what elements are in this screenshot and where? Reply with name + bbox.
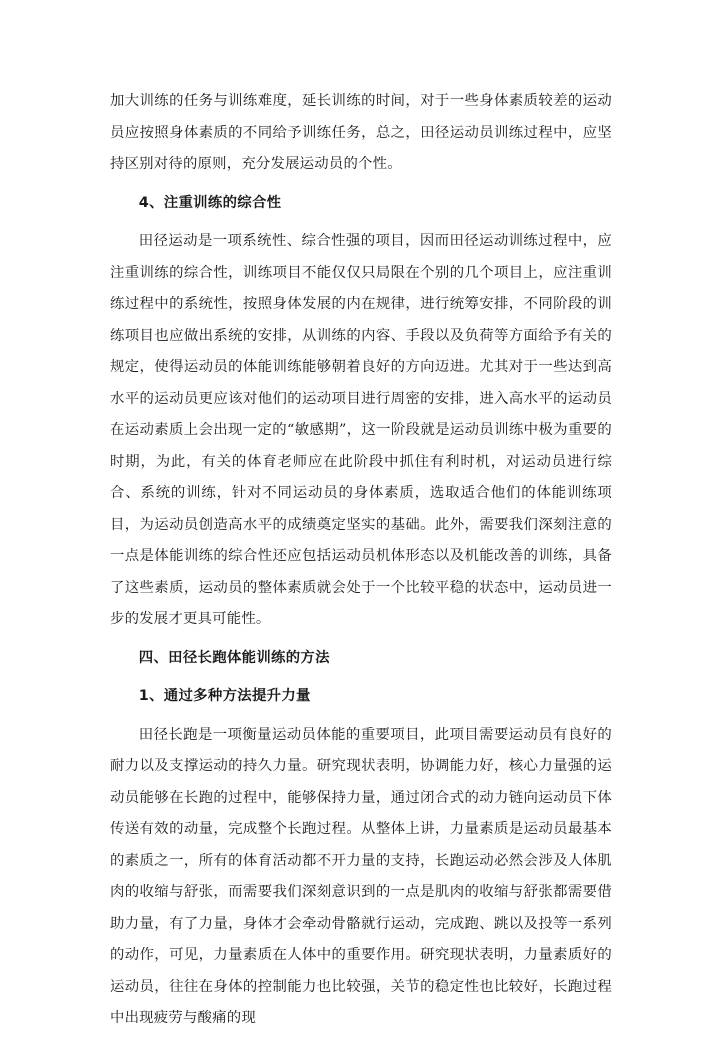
section-heading-comprehensive-training: 4、注重训练的综合性 bbox=[138, 194, 282, 211]
document-page bbox=[110, 86, 612, 1042]
section-heading-strength-methods: 1、通过多种方法提升力量 bbox=[138, 688, 311, 704]
paragraph-comprehensive-training: 田径运动是一项系统性、综合性强的项目，因而田径运动训练过程中，应注重训练的综合性，训练项目不能仅仅只局限在个别的几个项目上，应注重训练过程中的系统性，按照身体发展的内在规律，进行统筹安排，不同阶段的训练项目也应做出系统的安排，从训练的内容、手段以及负荷等方面给予有关的规定，使得运动员的体能训练能够朝着良好的方向迈进。尤其对于一些达到高水平的运动员更应该对他们的运动项目进行周密的安排，进入高水平的运动员在运动素质上会出现一定的“敏感期”，这一阶段就是运动员训练中极为重要的时期，为此，有关的体育老师应在此阶段中抓住有利时机，对运动员进行综合、系统的训练，针对不同运动员的身体素质，选取适合他们的体能训练项目，为运动员创造高水平的成绩奠定坚实的基础。此外，需要我们深刻注意的一点是体能训练的综合性还应包括运动员机体形态以及机能改善的训练，具备了这些素质，运动员的整体素质就会处于一个比较平稳的状态中，运动员进一步的发展才更具可能性。 bbox=[110, 233, 612, 627]
chapter-heading-training-methods: 四、田径长跑体能训练的方法 bbox=[138, 649, 330, 666]
paragraph-strength-training: 田径长跑是一项衡量运动员体能的重要项目，此项目需要运动员有良好的耐力以及支撑运动的持久力量。研究现状表明，协调能力好，核心力量强的运动员能够在长跑的过程中，能够保持力量，通过闭合式的动力链向运动员下体传送有效的动量，完成整个长跑过程。从整体上讲，力量素质是运动员最基本的素质之一，所有的体育活动都不开力量的支持，长跑运动必然会涉及人体肌肉的收缩与舒张，而需要我们深刻意识到的一点是肌肉的收缩与舒张都需要借助力量，有了力量，身体才会牵动骨骼就行运动，完成跑、跳以及投等一系列的动作，可见，力量素质在人体中的重要作用。研究现状表明，力量素质好的运动员，往往在身体的控制能力也比较强，关节的稳定性也比较好，长跑过程中出现疲劳与酸痛的现 bbox=[110, 726, 612, 1026]
paragraph-training-differentiation: 加大训练的任务与训练难度，延长训练的时间，对于一些身体素质较差的运动员应按照身体素质的不同给予训练任务，总之，田径运动员训练过程中，应坚持区别对待的原则，充分发展运动员的个性。 bbox=[110, 93, 612, 172]
